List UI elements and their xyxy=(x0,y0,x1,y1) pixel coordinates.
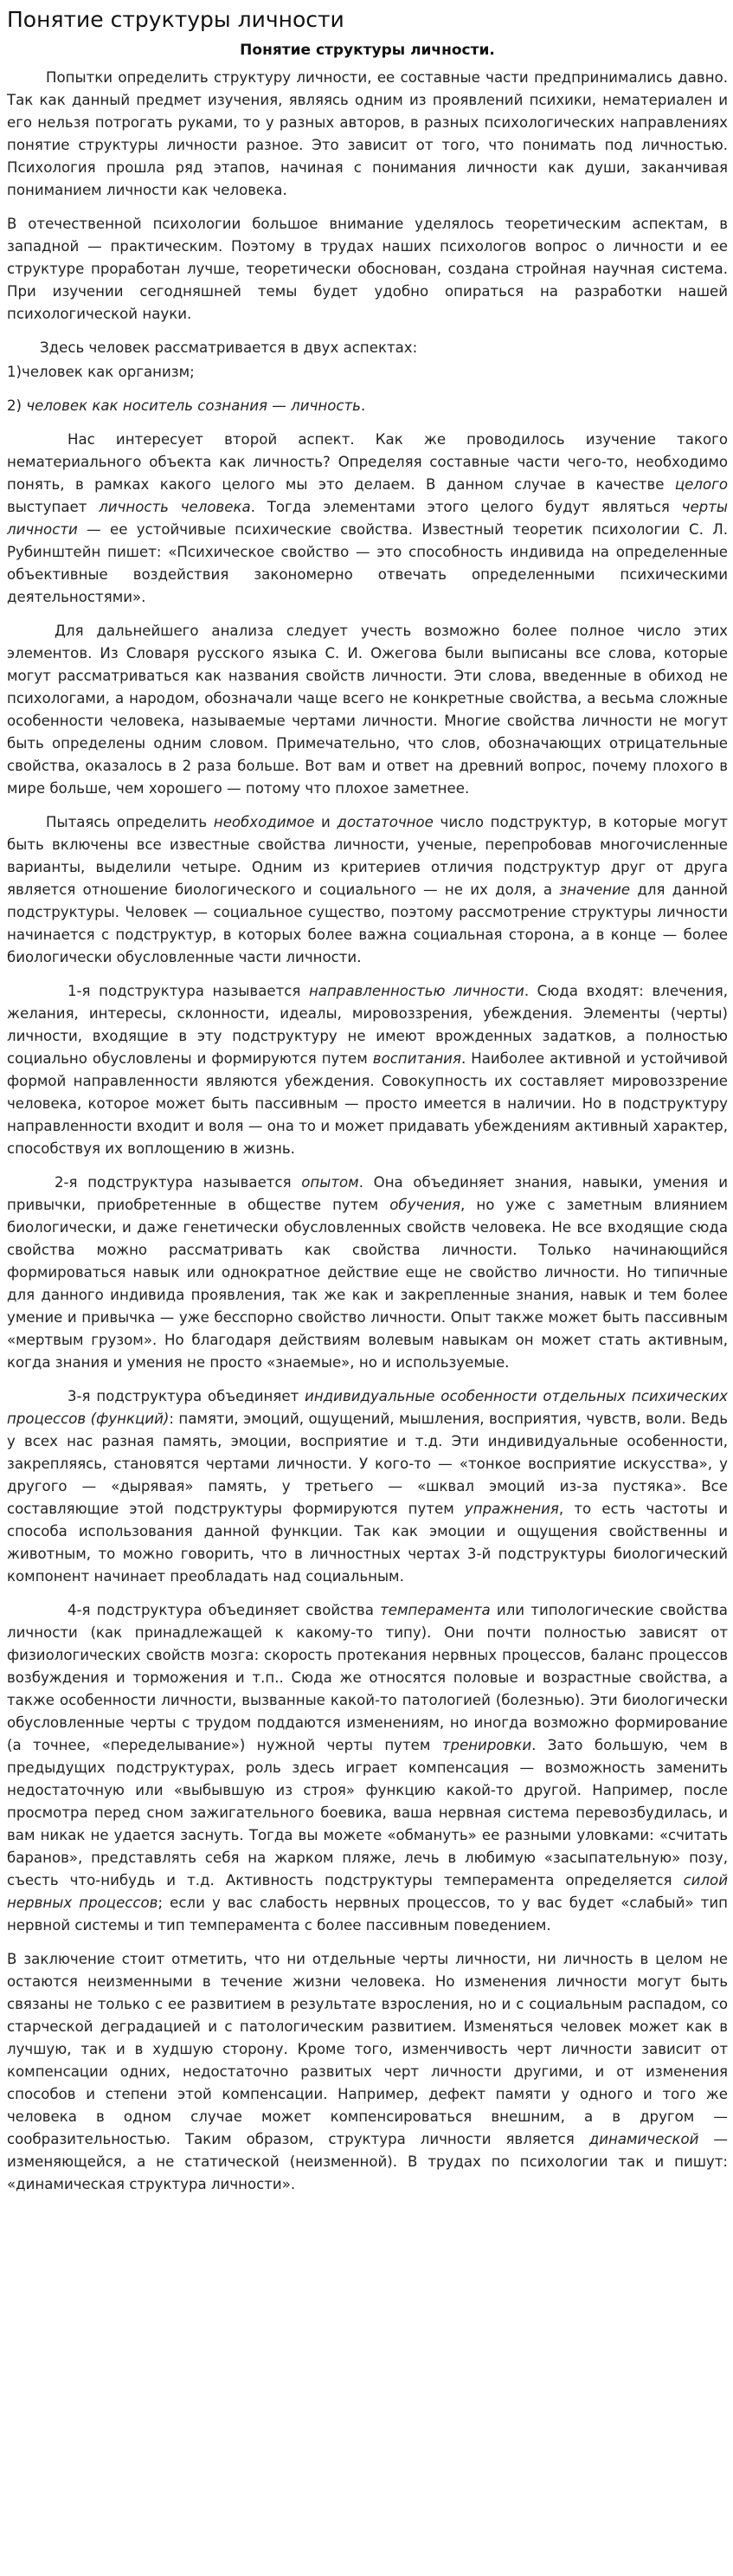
paragraph-text: Пытаясь определить xyxy=(46,814,214,830)
paragraph xyxy=(7,429,728,609)
paragraph-text: . Тогда элементами этого целого будут являться xyxy=(250,499,682,515)
paragraph-text: В отечественной психологии большое внимание уделялось теоретическим аспектам, в западной — практическим. Поэтому в трудах наших психологов вопрос о личности и ее структуре проработан лучше, теоретически обоснован, создана стройная научная система. При изучении сегодняшней темы будет удобно опираться на разработки нашей психологической науки. xyxy=(7,216,728,322)
paragraph-text: 2) xyxy=(7,397,27,414)
page-title: Понятие структуры личности xyxy=(7,7,344,32)
paragraph-text: Попытки определить структуру личности, ее составные части предпринимались давно. Так как данный предмет изучения, являясь одним из проявлений психики, нематериален и его нельзя потрогать руками, то у разных авторов, в разных психологических направлениях понятие структуры личности разное. Это зависит от того, что понимать под личностью. Психология прошла ряд этапов, начиная с понимания личности как души, заканчивая пониманием личности как человека. xyxy=(7,69,728,198)
emphasized-text: темперамента xyxy=(380,1602,491,1618)
paragraph-text: 1-я подструктура называется xyxy=(68,983,309,999)
emphasized-text: индивидуальные особенности отдельных психических процессов (функций) xyxy=(7,1388,728,1427)
paragraph xyxy=(7,1599,728,1937)
paragraph xyxy=(7,620,728,800)
article-body xyxy=(7,67,728,2196)
paragraph-text: В заключение стоит отметить, что ни отдельные черты личности, ни личность в целом не остаются неизменными в течение жизни человека. Но изменения личности могут быть связаны не только с ее развитием в результате взросления, но и с социальным распадом, со старческой деградацией и с патологическим развитием. Изменяться человек может как в лучшую, так и в худшую сторону. Кроме того, изменчивость черт личности зависит от компенсации одних, недостаточно развитых черт личности другими, и от изменения способов и степени этой компенсации. Например, дефект памяти у одного и того же человека в одном случае может компенсироваться внешним, а в другом — сообразительностью. Таким образом, структура личности является xyxy=(7,1951,728,2147)
emphasized-text: достаточное xyxy=(337,814,434,830)
paragraph xyxy=(7,395,728,417)
paragraph-text: . Она объединяет знания, навыки, умения и привычки, приобретенные в обществе путем xyxy=(7,1174,728,1213)
emphasized-text: личность человека xyxy=(99,499,251,515)
emphasized-text: направленностью личности xyxy=(308,983,524,999)
paragraph-text: . Зато большую, чем в предыдущих подструктурах, роль здесь играет компенсация — возможность заменить недостаточную или «выбывшую из строя» функцию какой-то другой. Например, после просмотра перед сном зажигательного боевика, ваша нервная система перевозбудилась, и вам никак не удается заснуть. Тогда вы можете «обмануть» ее разными уловками: «считать баранов», представлять себя на жарком пляже, лечь в любимую «засыпательную» позу, съесть что-нибудь и т.д. Активность подструктуры темперамента определяется xyxy=(7,1737,728,1888)
paragraph-text: : памяти, эмоций, ощущений, мышления, восприятия, чувств, воли. Ведь у всех нас разная память, эмоции, восприятие и т.д. Эти индивидуальные особенности, закрепляясь, становятся чертами личности. У кого-то — «тонкое восприятие искусства», у другого — «дырявая» память, у третьего — «шквал эмоций из-за пустяка». Все составляющие этой подструктуры формируются путем xyxy=(7,1411,728,1517)
paragraph-text: Для дальнейшего анализа следует учесть возможно более полное число этих элементов. Из Словаря русского языка С. И. Ожегова были выписаны все слова, которые могут рассматриваться как названия свойств личности. Эти слова, введенные в обиход не психологами, а народом, обозначали чаще всего не конкретные свойства, а весьма сложные особенности человека, называемые чертами личности. Многие свойства личности не могут быть определены одним словом. Примечательно, что слов, обозначающих отрицательные свойства, оказалось в 2 раза больше. Вот вам и ответ на древний вопрос, почему плохого в мире больше, чем хорошего — потому что плохое заметнее. xyxy=(7,623,728,797)
paragraph-text: ; если у вас слабость нервных процессов, то у вас будет «слабый» тип нервной системы и тип темперамента с более пассивным поведением. xyxy=(7,1895,728,1934)
emphasized-text: необходимое xyxy=(213,814,315,830)
paragraph-text: и xyxy=(314,814,338,830)
emphasized-text: тренировки xyxy=(441,1737,532,1753)
emphasized-text: обучения xyxy=(389,1197,461,1213)
paragraph xyxy=(7,811,728,969)
paragraph-text: 3-я подструктура объединяет xyxy=(68,1388,305,1404)
paragraph-text: — ее устойчивые психические свойства. Известный теоретик психологии С. Л. Рубинштейн пишет: «Психическое свойство — это способность индивида на определенные объективные воздействия закономерно отвечать определенными психическими деятельностями». xyxy=(7,521,728,605)
paragraph-text: , но уже с заметным влиянием биологически, и даже генетически обусловленных свойств человека. Не все входящие сюда свойства можно рассматривать как свойства личности. Только начинающийся формироваться навык или однократное действие еще не свойство личности. Но типичные для данного индивида проявления, так же как и закрепленные знания, навык и тем более умение и привычка — уже бесспорно свойство личности. Опыт также может быть пассивным «мертвым грузом». Но благодаря действиям волевым навыкам он может стать активным, когда знания и умения не просто «знаемые», но и используемые. xyxy=(7,1197,728,1371)
paragraph-text: , то есть частоты и способа использования данной функции. Так как эмоции и ощущения свойственны и животным, то можно говорить, что в личностных чертах 3-й подструктуры биологический компонент начинает преобладать над социальным. xyxy=(7,1501,728,1585)
paragraph xyxy=(7,67,728,202)
paragraph-text: — изменяющейся, а не статической (неизменной). В трудах по психологии так и пишут: «динамическая структура личности». xyxy=(7,2131,728,2192)
paragraph-text: для данной подструктуры. Человек — социальное существо, поэтому рассмотрение структуры личности начинается с подструктур, в которых более важна социальная сторона, а в конце — более биологически обусловленные части личности. xyxy=(7,881,728,965)
emphasized-text: опытом xyxy=(301,1174,359,1191)
paragraph xyxy=(7,980,728,1160)
emphasized-text: черты личности xyxy=(7,499,728,538)
emphasized-text: целого xyxy=(674,476,728,493)
paragraph-text: . xyxy=(360,397,366,414)
emphasized-text: значение xyxy=(559,881,631,898)
paragraph-text: Здесь человек рассматривается в двух аспектах: xyxy=(40,339,418,356)
paragraph-text: 4-я подструктура объединяет свойства xyxy=(68,1602,381,1618)
paragraph-text: . Наиболее активной и устойчивой формой направленности являются убеждения. Совокупность их составляет мировоззрение человека, которое может быть пассивным — просто имеется в наличии. Но в подструктуру направленности входит и воля — она то и может придавать убеждениям активный характер, способствуя их воплощению в жизнь. xyxy=(7,1050,728,1157)
paragraph xyxy=(7,361,728,384)
emphasized-text: упражнения xyxy=(464,1501,559,1517)
paragraph-text: 1)человек как организм; xyxy=(7,364,195,380)
article-subtitle: Понятие структуры личности. xyxy=(240,42,495,59)
emphasized-text: воспитания xyxy=(372,1050,461,1067)
paragraph-text: . Сюда входят: влечения, желания, интересы, склонности, идеалы, мировоззрения, убеждения. Элементы (черты) личности, входящие в эту подструктуру не имеют врожденных задатков, а полностью социально обусловлены и формируются путем xyxy=(7,983,728,1067)
emphasized-text: динамической xyxy=(588,2131,699,2147)
paragraph xyxy=(7,337,728,359)
paragraph xyxy=(7,1948,728,2196)
emphasized-text: силой нервных процессов xyxy=(7,1872,728,1911)
paragraph-text: число подструктур, в которые могут быть включены все известные свойства личности, ученые, перепробовав многочисленные варианты, выделили четыре. Одним из критериев отличия подструктур друг от друга является отношение биологического и социального — не их доля, а xyxy=(7,814,728,898)
paragraph xyxy=(7,213,728,326)
emphasized-text: человек как носитель сознания — личность xyxy=(26,397,361,414)
paragraph-text: Нас интересует второй аспект. Как же проводилось изучение такого нематериального объекта как личность? Определяя составные части чего-то, необходимо понять, в рамках какого целого мы это делаем. В данном случае в качестве xyxy=(7,431,728,493)
paragraph-text: выступает xyxy=(7,499,100,515)
paragraph-text: 2-я подструктура называется xyxy=(55,1174,302,1191)
paragraph-text: или типологические свойства личности (как принадлежащей к какому-то типу). Они почти полностью зависят от физиологических свойств мозга: скорость протекания нервных процессов, баланс процессов возбуждения и торможения и т.п.. Сюда же относятся половые и возрастные свойства, а также особенности личности, вызванные какой-то патологией (болезнью). Эти биологически обусловленные черты с трудом поддаются изменениям, но иногда возможно формирование (а точнее, «переделывание») нужной черты путем xyxy=(7,1602,728,1753)
paragraph xyxy=(7,1172,728,1374)
paragraph xyxy=(7,1385,728,1588)
